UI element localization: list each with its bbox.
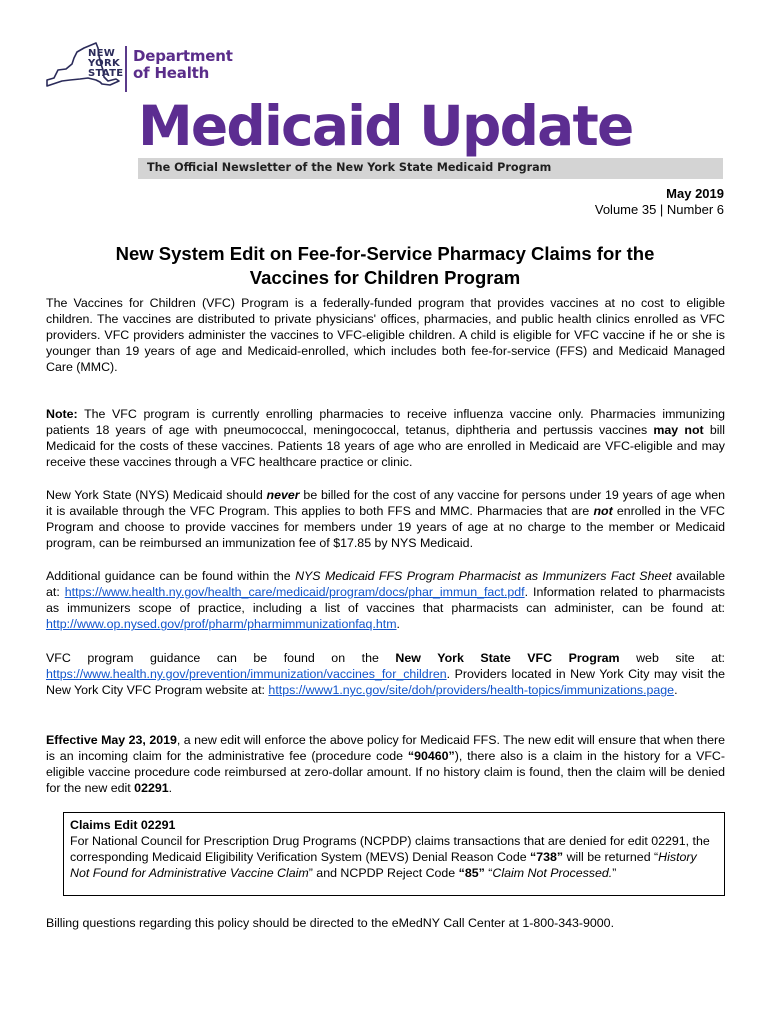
claims-edit-box <box>63 812 725 896</box>
nyc-vfc-link[interactable]: https://www1.nyc.gov/site/doh/providers/health-topics/immunizations.page <box>268 683 675 698</box>
ny-word-york: YORK <box>88 58 121 69</box>
paragraph-additional-guidance <box>46 568 725 632</box>
ny-word-new: NEW <box>88 48 116 59</box>
denial-message: History Not Found for Administrative Vaccine Claim <box>70 850 697 881</box>
nys-wordmark <box>88 49 123 79</box>
department-line-2: of Health <box>133 64 210 82</box>
nys-vfc-link[interactable]: https://www.health.ny.gov/prevention/immunization/vaccines_for_children <box>46 667 447 682</box>
reject-message: Claim Not Processed. <box>492 866 613 881</box>
newsletter-title: Medicaid Update <box>138 94 633 158</box>
vfc-text-a: VFC program guidance can be found on the <box>46 651 396 665</box>
note-emphasis: may not <box>653 423 704 438</box>
emphasis-not: not <box>593 504 613 519</box>
emphasis-never: never <box>266 488 300 502</box>
vfc-text-b: web site at: <box>619 651 725 665</box>
note-text-a: The VFC program is currently enrolling pharmacies to receive influenza vaccine only. Pharmacies immunizing patients 18 years of age with pneumococcal, meningococcal, tetanus, diphtheria and pertussis vaccines <box>46 407 725 438</box>
nys-doh-logo <box>44 40 234 96</box>
procedure-code: “90460” <box>407 749 455 764</box>
claims-edit-title: Claims Edit 02291 <box>70 818 176 832</box>
article-headline <box>46 242 724 290</box>
ny-word-state: STATE <box>88 68 124 79</box>
note-text-b: bill Medicaid for the costs of these vaccines. Patients 18 years of age who are enrolled in Medicaid are VFC-eligible and may receive these vaccines through a VFC healthcare practice or clinic. <box>46 423 725 470</box>
department-line-1: Department <box>133 47 233 65</box>
claims-text-b: will be returned “ <box>563 850 659 865</box>
rules-text-a: New York State (NYS) Medicaid should <box>46 488 267 502</box>
vfc-site-name: New York State VFC Program <box>395 651 620 665</box>
edit-text-a: , a new edit will enforce the above policy for Medicaid FFS. The new edit will ensure that when there is an incoming claim for the administrative fee (procedure code <box>46 733 725 764</box>
billing-questions: Billing questions regarding this policy should be directed to the eMedNY Call Center at 1-800-343-9000. <box>46 916 615 930</box>
logo-divider <box>125 46 127 92</box>
vfc-text-c: . Providers located in New York City may visit the New York City VFC Program website at: <box>46 667 725 698</box>
claims-text-d: “ <box>484 866 493 881</box>
paragraph-note <box>46 406 725 470</box>
effective-date: Effective May 23, 2019 <box>46 733 177 747</box>
guidance-text-d: . <box>396 617 400 632</box>
fact-sheet-link[interactable]: https://www.health.ny.gov/health_care/medicaid/program/docs/phar_immun_fact.pdf <box>64 585 525 600</box>
paragraph-new-edit <box>46 732 725 796</box>
rules-text-c: enrolled in the VFC Program and choose to provide vaccines for members under 19 years of age at no charge to the member or Medicaid program, can be reimbursed an immunization fee of $17.85 by NYS Medicaid. <box>46 504 726 551</box>
guidance-text-a: Additional guidance can be found within the <box>46 569 296 583</box>
issue-date: May 2019 <box>666 186 724 201</box>
tagline-bar <box>138 158 723 179</box>
claims-text-a: For National Council for Prescription Drug Programs (NCPDP) claims transactions that are denied for edit 02291, the corresponding Medicaid Eligibility Verification System (MEVS) Denial Reason Code <box>70 834 710 865</box>
headline-line-2: Vaccines for Children Program <box>249 267 521 288</box>
pharm-immunization-faq-link[interactable]: http://www.op.nysed.gov/prof/pharm/pharmimmunizationfaq.htm <box>46 617 397 632</box>
reject-code: “85” <box>458 866 485 881</box>
claims-text-e: ” <box>612 866 617 881</box>
claims-edit-content <box>70 817 714 881</box>
paragraph-vfc-guidance <box>46 650 725 698</box>
headline-line-1: New System Edit on Fee-for-Service Pharmacy Claims for the <box>115 243 655 264</box>
issue-info <box>595 186 724 218</box>
paragraph-intro: The Vaccines for Children (VFC) Program is a federally-funded program that provides vaccines at no cost to eligible children. The vaccines are distributed to private physicians' offices, pharmacies, and public health clinics enrolled as VFC providers. VFC providers administer the vaccines to VFC-eligible children. A child is eligible for VFC vaccine if he or she is younger than 19 years of age and Medicaid-enrolled, which includes both fee-for-service (FFS) and Medicaid Managed Care (MMC). <box>46 296 725 375</box>
note-label: Note: <box>46 407 78 421</box>
department-name <box>133 48 233 82</box>
paragraph-billing-rules <box>46 487 725 551</box>
newsletter-tagline: The Official Newsletter of the New York State Medicaid Program <box>147 161 552 174</box>
guidance-text-c: . Information related to pharmacists as immunizers scope of practice, including a list of vaccines that pharmacists can administer, can be found at: <box>46 585 725 616</box>
edit-text-b: ), there also is a claim in the history for a VFC-eligible vaccine procedure code reimbursed at zero-dollar amount. If no history claim is found, then the claim will be denied for the new edit <box>46 749 725 796</box>
rules-text-b: be billed for the cost of any vaccine for persons under 19 years of age when it is available through the VFC Program. This applies to both FFS and MMC. Pharmacies that are <box>46 488 726 519</box>
issue-volume: Volume 35 | Number 6 <box>594 202 724 217</box>
edit-number: 02291 <box>134 781 169 796</box>
fact-sheet-title: NYS Medicaid FFS Program Pharmacist as Immunizers Fact Sheet <box>295 569 672 583</box>
edit-text-c: . <box>168 781 173 796</box>
denial-reason-code: “738” <box>530 850 564 865</box>
vfc-text-d: . <box>674 683 678 698</box>
claims-text-c: ” and NCPDP Reject Code <box>308 866 459 881</box>
guidance-text-b: available at: <box>46 569 725 600</box>
